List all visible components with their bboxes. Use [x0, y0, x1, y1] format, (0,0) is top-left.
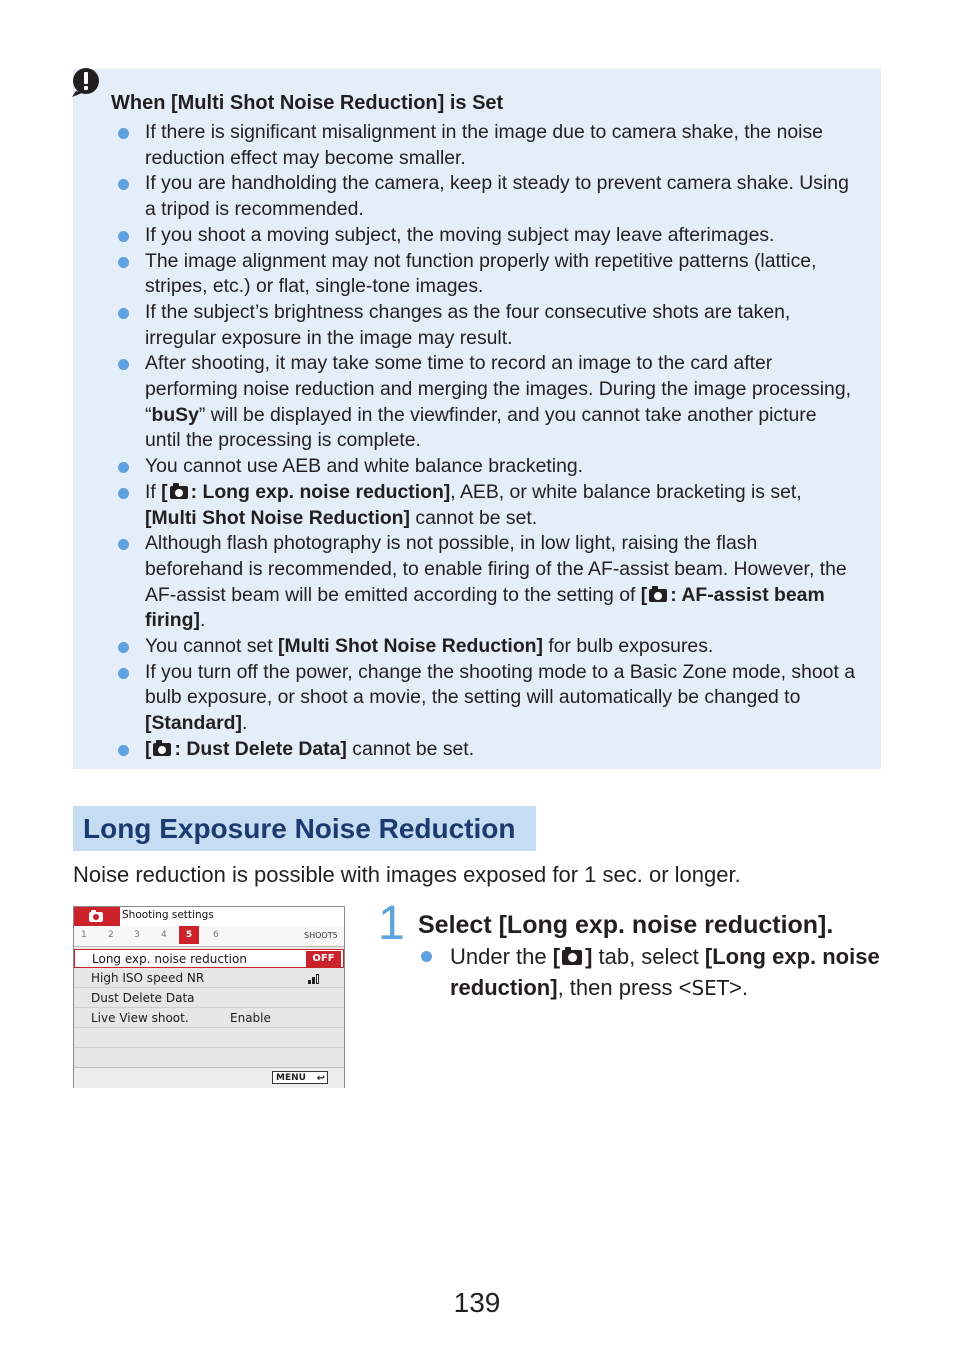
menu-row-live-view: Live View shoot. Enable	[74, 1009, 344, 1028]
list-item: You cannot use AEB and white balance bracketing.	[116, 454, 856, 480]
menu-page-number-active: 5	[179, 926, 199, 944]
list-item: [ : Dust Delete Data] cannot be set.	[116, 737, 856, 763]
bullet-icon	[118, 745, 129, 756]
bullet-icon	[118, 462, 129, 473]
step-title: Select [Long exp. noise reduction].	[418, 911, 834, 939]
bullet-icon	[118, 231, 129, 242]
bullet-icon	[118, 308, 129, 319]
bullet-icon	[118, 539, 129, 550]
section-heading	[73, 806, 536, 851]
shooting-tab	[74, 907, 120, 926]
list-item: If you shoot a moving subject, the moving subject may leave afterimages.	[116, 223, 856, 249]
bullet-icon	[118, 642, 129, 653]
section-title: Long Exposure Noise Reduction	[83, 813, 516, 844]
list-item: If you turn off the power, change the shooting mode to a Basic Zone mode, shoot a bulb exposure, or shoot a movie, the setting will automatically be changed to [Standard].	[116, 660, 856, 737]
section-intro: Noise reduction is possible with images exposed for 1 sec. or longer.	[73, 862, 741, 887]
menu-page-tag: SHOOT5	[304, 931, 338, 940]
list-item: If there is significant misalignment in the image due to camera shake, the noise reduction effect may become smaller.	[116, 120, 856, 171]
bullet-icon	[118, 179, 129, 190]
menu-row-empty	[74, 1049, 344, 1068]
nr-level-icon	[308, 974, 322, 984]
camera-icon	[649, 589, 667, 602]
menu-page-number: 6	[213, 930, 219, 940]
menu-page-number: 1	[81, 930, 87, 940]
list-item: Although flash photography is not possible, in low light, raising the flash beforehand is recommended, to enable firing of the AF-assist beam. However, the AF-assist beam will be emitted according to the setting of [ : AF-assist beam firing].	[116, 531, 856, 634]
menu-tab-bar	[74, 907, 344, 926]
bullet-icon	[118, 359, 129, 370]
list-item: If you are handholding the camera, keep it steady to prevent camera shake. Using a tripod is recommended.	[116, 171, 856, 222]
return-icon: ↩	[316, 1073, 325, 1084]
menu-page-number: 4	[161, 930, 167, 940]
set-button-label: SET	[691, 976, 730, 1000]
bullet-icon	[118, 257, 129, 268]
menu-footer	[74, 1067, 344, 1088]
step-number: 1	[378, 897, 405, 950]
menu-row-long-exp: Long exp. noise reduction OFF	[74, 949, 344, 968]
caution-title: When [Multi Shot Noise Reduction] is Set	[111, 92, 504, 114]
menu-page-numbers	[74, 926, 344, 947]
menu-row-high-iso: High ISO speed NR	[74, 969, 344, 988]
bullet-icon	[118, 668, 129, 679]
list-item: You cannot set [Multi Shot Noise Reduction] for bulb exposures.	[116, 634, 856, 660]
menu-button: MENU ↩	[272, 1071, 328, 1084]
menu-row-empty	[74, 1029, 344, 1048]
menu-title: Shooting settings	[122, 909, 214, 921]
camera-icon	[153, 743, 171, 756]
bullet-icon	[421, 951, 432, 962]
list-item: If the subject’s brightness changes as the four consecutive shots are taken, irregular exposure in the image may result.	[116, 300, 856, 351]
list-item: After shooting, it may take some time to record an image to the card after performing noise reduction and merging the images. During the image processing, “buSy” will be displayed in the viewfinder, and you cannot take another picture until the processing is complete.	[116, 351, 856, 454]
camera-icon	[89, 912, 103, 922]
list-item: The image alignment may not function properly with repetitive patterns (lattice, stripes, etc.) or flat, single-tone images.	[116, 249, 856, 300]
caution-icon	[70, 67, 102, 97]
bullet-icon	[118, 128, 129, 139]
camera-menu-screen	[73, 906, 345, 1088]
caution-list	[116, 120, 856, 763]
camera-icon	[170, 486, 188, 499]
bullet-icon	[118, 488, 129, 499]
menu-row-dust-delete: Dust Delete Data	[74, 989, 344, 1008]
camera-icon	[562, 950, 582, 965]
off-badge: OFF	[306, 951, 341, 967]
menu-page-number: 2	[108, 930, 114, 940]
step-instruction: Under the [ ] tab, select [Long exp. noise reduction], then press <SET>.	[450, 944, 880, 1000]
menu-page-number: 3	[134, 930, 140, 940]
page-number: 139	[453, 1287, 501, 1318]
list-item: If [ : Long exp. noise reduction], AEB, or white balance bracketing is set, [Multi Shot Noise Reduction] cannot be set.	[116, 480, 856, 531]
